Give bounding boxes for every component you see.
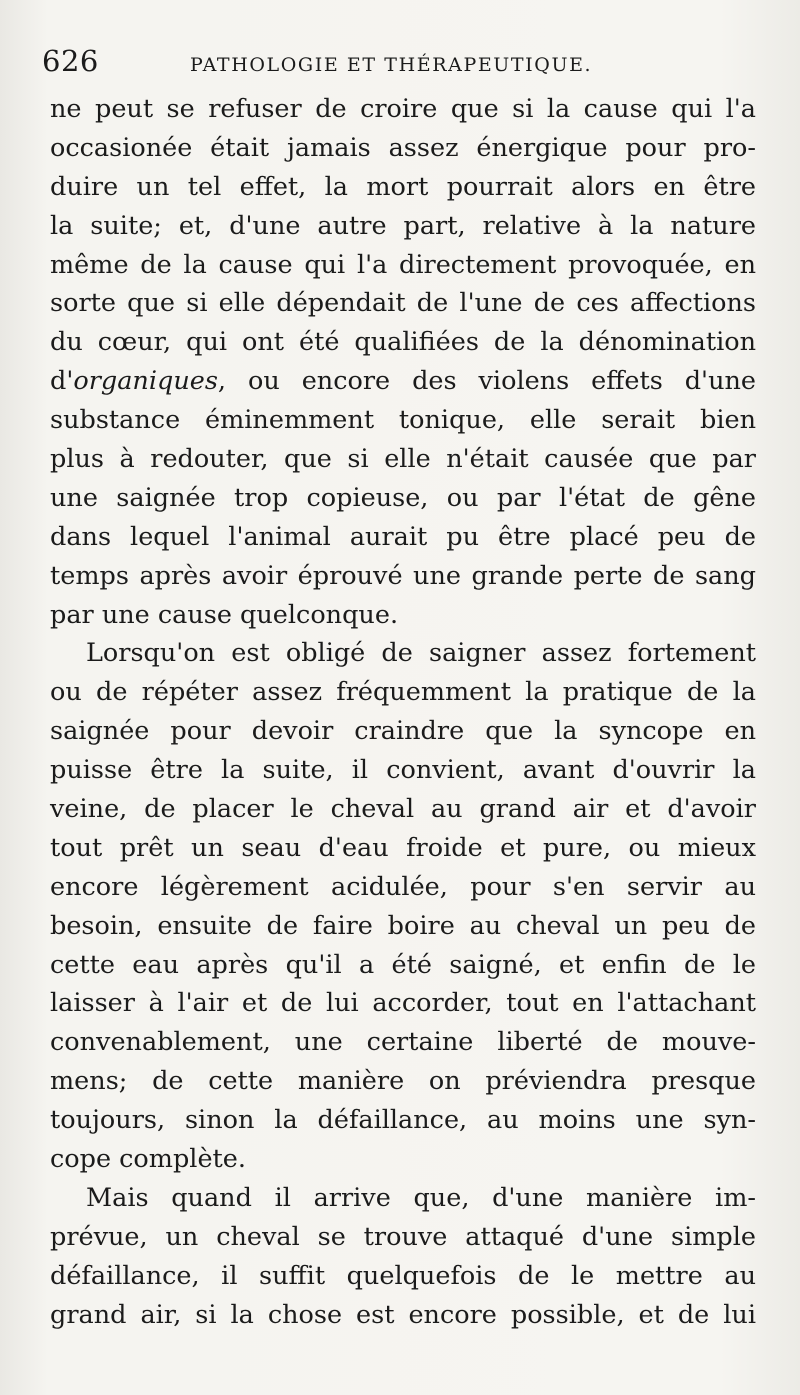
text-line: la suite; et, d'une autre part, relative à la nature — [50, 210, 756, 241]
text-line-with-italic — [50, 362, 756, 401]
page-header — [42, 44, 760, 84]
text-line: veine, de placer le cheval au grand air et d'avoir — [50, 794, 756, 825]
paragraph-1 — [50, 90, 756, 634]
text-line: laisser à l'air et de lui accorder, tout en l'attachant — [50, 988, 756, 1019]
text-line: dans lequel l'animal aurait pu être placé peu de — [50, 521, 756, 552]
text-line: saignée pour devoir craindre que la syncope en — [50, 716, 756, 747]
text-line: duire un tel effet, la mort pourrait alors en être — [50, 171, 756, 202]
text-line: plus à redouter, que si elle n'était causée que par — [50, 444, 756, 475]
text-line: sorte que si elle dépendait de l'une de ces affections — [50, 288, 756, 319]
text-line: occasionée était jamais assez énergique pour pro- — [50, 132, 756, 163]
text-line: substance éminemment tonique, elle serait bien — [50, 405, 756, 436]
text-fragment: , ou encore des violens effets d'une — [217, 366, 756, 397]
text-line: défaillance, il suffit quelquefois de le mettre au — [50, 1260, 756, 1291]
text-line: du cœur, qui ont été qualifiées de la dénomination — [50, 327, 756, 358]
text-line: prévue, un cheval se trouve attaqué d'une simple — [50, 1221, 756, 1252]
text-line: mens; de cette manière on préviendra presque — [50, 1066, 756, 1097]
italic-term: organiques — [73, 366, 218, 397]
text-fragment: d' — [50, 366, 74, 397]
text-line: Lorsqu'on est obligé de saigner assez fortement — [86, 638, 756, 669]
text-line: cette eau après qu'il a été saigné, et enfin de le — [50, 949, 756, 980]
text-line: ou de répéter assez fréquemment la pratique de la — [50, 677, 756, 708]
text-body — [50, 90, 756, 1335]
text-line: convenablement, une certaine liberté de mouve- — [50, 1027, 756, 1058]
text-line: tout prêt un seau d'eau froide et pure, ou mieux — [50, 832, 756, 863]
text-line: toujours, sinon la défaillance, au moins une syn- — [50, 1105, 756, 1136]
text-line: grand air, si la chose est encore possible, et de lui — [50, 1299, 756, 1330]
text-line: cope complète. — [50, 1144, 246, 1175]
text-line: ne peut se refuser de croire que si la cause qui l'a — [50, 94, 756, 124]
text-line: temps après avoir éprouvé une grande perte de sang — [50, 560, 756, 591]
text-line: même de la cause qui l'a directement provoquée, en — [50, 249, 756, 280]
text-line: encore légèrement acidulée, pour s'en servir au — [50, 871, 756, 902]
running-head: PATHOLOGIE ET THÉRAPEUTIQUE. — [190, 54, 593, 76]
text-line: par une cause quelconque. — [50, 599, 399, 630]
paragraph-3 — [50, 1179, 756, 1335]
text-line: une saignée trop copieuse, ou par l'état de gêne — [50, 482, 756, 513]
paragraph-2 — [50, 634, 756, 1178]
page-number: 626 — [42, 44, 99, 78]
text-line: besoin, ensuite de faire boire au cheval un peu de — [50, 910, 756, 941]
text-line: puisse être la suite, il convient, avant d'ouvrir la — [50, 755, 756, 786]
text-line: Mais quand il arrive que, d'une manière im- — [86, 1182, 756, 1213]
